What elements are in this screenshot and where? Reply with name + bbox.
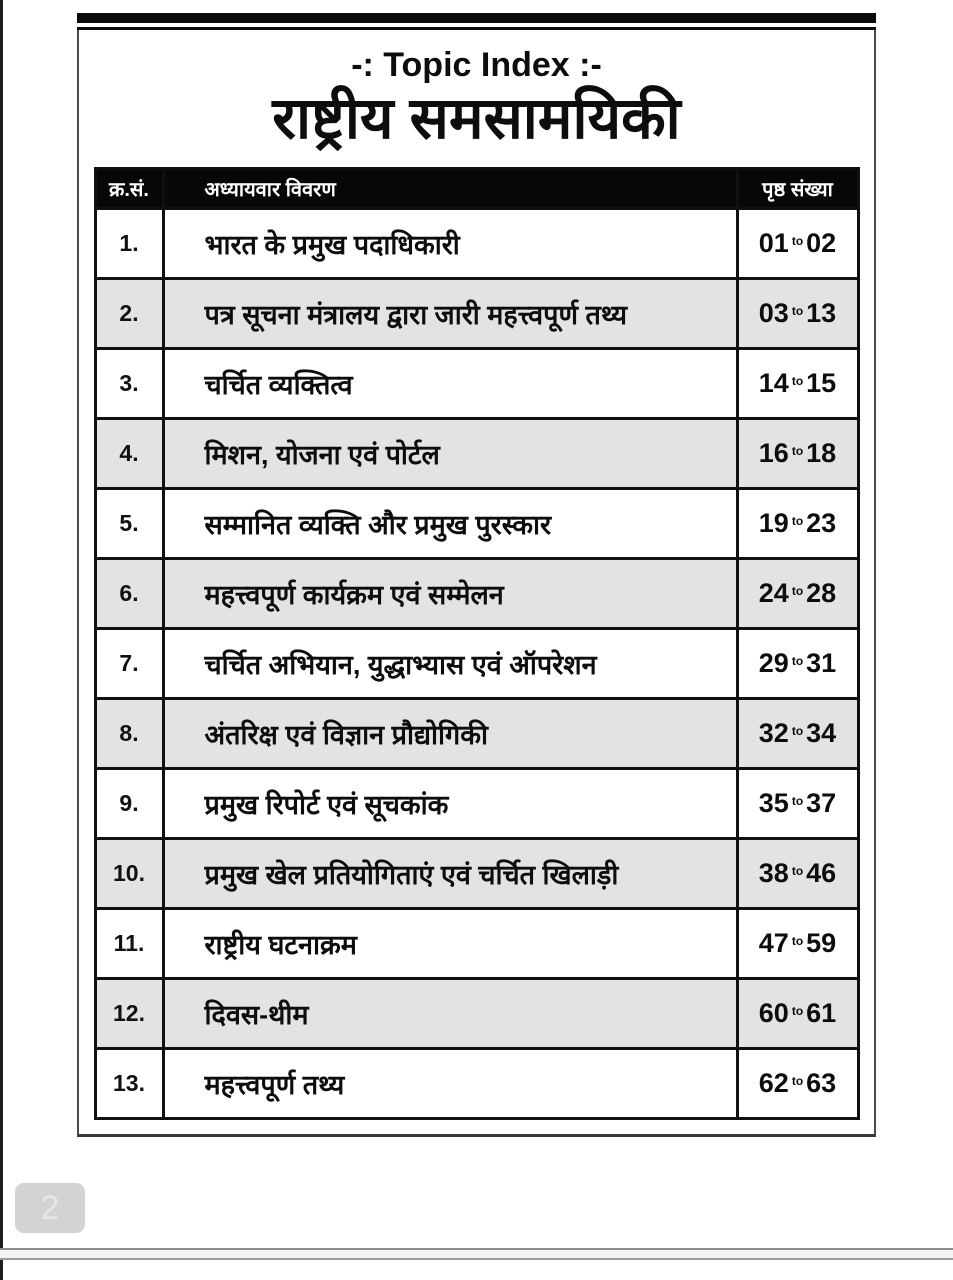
to-label: to <box>791 933 804 948</box>
page-from: 16 <box>758 437 789 468</box>
table-row <box>95 488 858 558</box>
table-row <box>95 558 858 628</box>
cell-serial: 4. <box>95 418 163 488</box>
to-label: to <box>791 513 804 528</box>
page-to: 31 <box>806 647 837 678</box>
page-from: 19 <box>758 507 789 538</box>
page-from: 14 <box>758 367 789 398</box>
cell-serial: 7. <box>95 628 163 698</box>
cell-description: चर्चित अभियान, युद्धाभ्यास एवं ऑपरेशन <box>163 628 737 698</box>
cell-page-range <box>737 1048 858 1118</box>
table-row <box>95 908 858 978</box>
page-from: 32 <box>758 717 789 748</box>
to-label: to <box>791 583 804 598</box>
section-heading: राष्ट्रीय समसामयिकी <box>272 86 681 151</box>
page-from: 24 <box>758 577 789 608</box>
page-to: 13 <box>806 297 837 328</box>
page-from: 01 <box>758 227 789 258</box>
table-row <box>95 978 858 1048</box>
page-to: 63 <box>806 1067 837 1098</box>
topic-index-table <box>94 167 860 1120</box>
cell-description: मिशन, योजना एवं पोर्टल <box>163 418 737 488</box>
to-label: to <box>791 863 804 878</box>
cell-description: भारत के प्रमुख पदाधिकारी <box>163 208 737 278</box>
page-to: 59 <box>806 927 837 958</box>
cell-description: राष्ट्रीय घटनाक्रम <box>163 908 737 978</box>
top-rule-thick <box>77 13 876 23</box>
cell-serial: 2. <box>95 278 163 348</box>
table-row <box>95 768 858 838</box>
cell-page-range <box>737 418 858 488</box>
table-row <box>95 348 858 418</box>
to-label: to <box>791 303 804 318</box>
page-from: 29 <box>758 647 789 678</box>
page-to: 02 <box>806 227 837 258</box>
document-sheet <box>77 13 876 1137</box>
cell-serial: 12. <box>95 978 163 1048</box>
page-to: 15 <box>806 367 837 398</box>
cell-page-range <box>737 348 858 418</box>
to-label: to <box>791 443 804 458</box>
cell-page-range <box>737 558 858 628</box>
cell-page-range <box>737 628 858 698</box>
cell-description: अंतरिक्ष एवं विज्ञान प्रौद्योगिकी <box>163 698 737 768</box>
cell-description: दिवस-थीम <box>163 978 737 1048</box>
cell-page-range <box>737 208 858 278</box>
page-separator <box>0 1248 953 1260</box>
table-row <box>95 418 858 488</box>
table-row <box>95 278 858 348</box>
page-from: 62 <box>758 1067 789 1098</box>
table-row <box>95 208 858 278</box>
page-to: 18 <box>806 437 837 468</box>
cell-description: महत्त्वपूर्ण तथ्य <box>163 1048 737 1118</box>
to-label: to <box>791 653 804 668</box>
to-label: to <box>791 1003 804 1018</box>
cell-serial: 13. <box>95 1048 163 1118</box>
col-header-serial: क्र.सं. <box>95 168 163 208</box>
cell-description: प्रमुख रिपोर्ट एवं सूचकांक <box>163 768 737 838</box>
cell-description: चर्चित व्यक्तित्व <box>163 348 737 418</box>
cell-page-range <box>737 978 858 1048</box>
page-from: 60 <box>758 997 789 1028</box>
to-label: to <box>791 373 804 388</box>
cell-serial: 5. <box>95 488 163 558</box>
cell-serial: 6. <box>95 558 163 628</box>
to-label: to <box>791 1073 804 1088</box>
cell-page-range <box>737 488 858 558</box>
page-to: 61 <box>806 997 837 1028</box>
page-from: 38 <box>758 857 789 888</box>
cell-description: प्रमुख खेल प्रतियोगिताएं एवं चर्चित खिलाड़ी <box>163 838 737 908</box>
to-label: to <box>791 723 804 738</box>
page-to: 46 <box>806 857 837 888</box>
table-row <box>95 1048 858 1118</box>
to-label: to <box>791 233 804 248</box>
page-to: 37 <box>806 787 837 818</box>
cell-serial: 10. <box>95 838 163 908</box>
cell-serial: 1. <box>95 208 163 278</box>
page-from: 35 <box>758 787 789 818</box>
cell-serial: 3. <box>95 348 163 418</box>
page-to: 34 <box>806 717 837 748</box>
cell-description: महत्त्वपूर्ण कार्यक्रम एवं सम्मेलन <box>163 558 737 628</box>
cell-page-range <box>737 278 858 348</box>
table-row <box>95 628 858 698</box>
col-header-description: अध्यायवार विवरण <box>163 168 737 208</box>
cell-page-range <box>737 698 858 768</box>
cell-page-range <box>737 838 858 908</box>
table-row <box>95 838 858 908</box>
page-to: 28 <box>806 577 837 608</box>
page-title: -: Topic Index :- <box>351 46 602 84</box>
table-header-row <box>95 168 858 208</box>
left-edge-line <box>0 0 3 1280</box>
page-to: 23 <box>806 507 837 538</box>
cell-page-range <box>737 908 858 978</box>
page-number-badge: 2 <box>15 1183 85 1233</box>
page-from: 47 <box>758 927 789 958</box>
to-label: to <box>791 793 804 808</box>
cell-description: पत्र सूचना मंत्रालय द्वारा जारी महत्त्वपूर्ण तथ्य <box>163 278 737 348</box>
cell-page-range <box>737 768 858 838</box>
col-header-pages: पृष्ठ संख्या <box>737 168 858 208</box>
top-rule-thin <box>77 27 876 30</box>
table-row <box>95 698 858 768</box>
cell-serial: 8. <box>95 698 163 768</box>
cell-serial: 9. <box>95 768 163 838</box>
cell-description: सम्मानित व्यक्ति और प्रमुख पुरस्कार <box>163 488 737 558</box>
page-from: 03 <box>758 297 789 328</box>
cell-serial: 11. <box>95 908 163 978</box>
